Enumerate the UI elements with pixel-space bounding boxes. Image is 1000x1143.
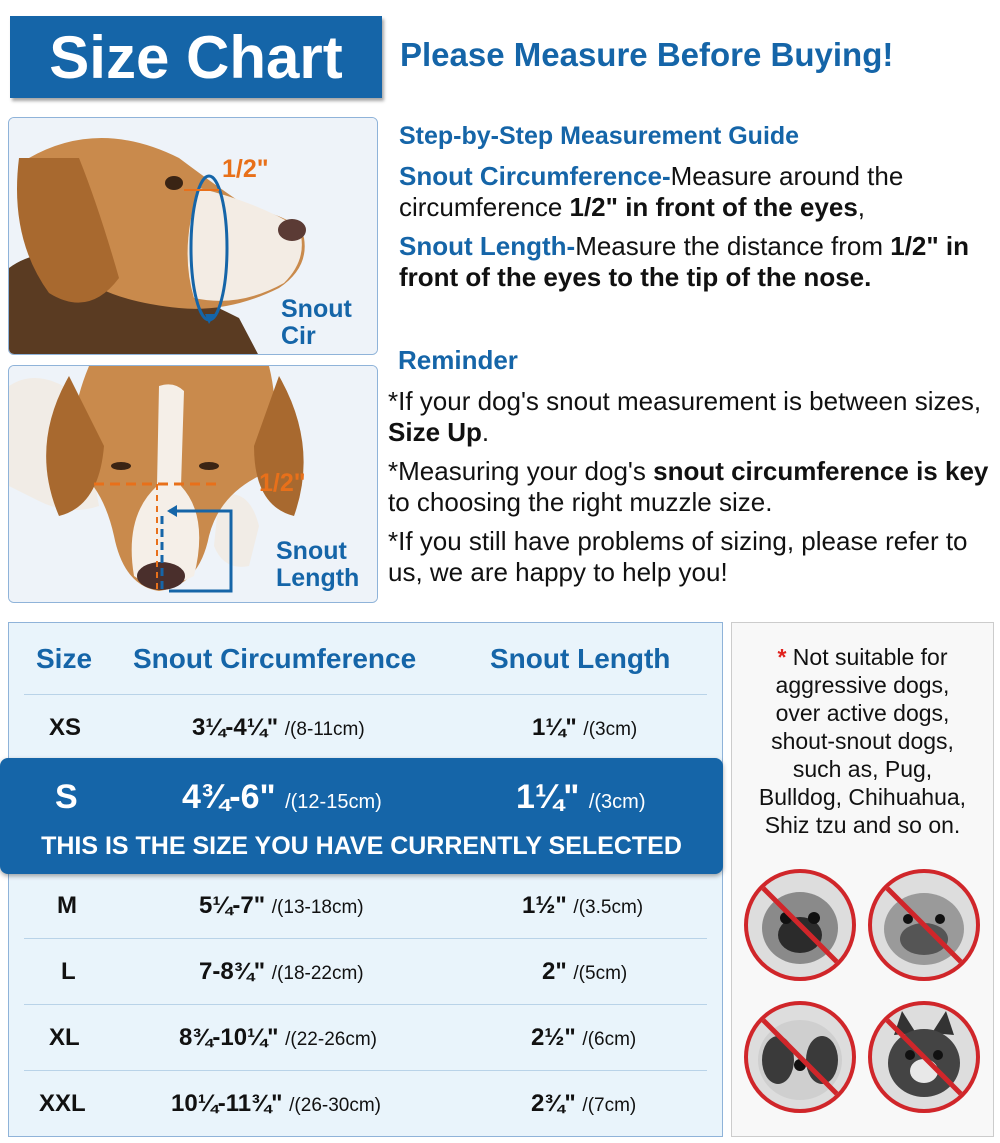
snout-circumference-photo bbox=[8, 117, 378, 355]
shih-tzu-prohibited-icon bbox=[744, 1001, 856, 1113]
reminder-size-up: *If your dog's snout measurement is between sizes, Size Up. bbox=[388, 386, 982, 447]
snout-cir-label-line1: Snout bbox=[281, 295, 352, 323]
table-row-xs[interactable]: XS 3¼-4¼" /(8-11cm) 1¼" /(3cm) bbox=[49, 714, 638, 741]
reminder-section bbox=[388, 345, 998, 596]
half-inch-label-front: 1/2" bbox=[259, 469, 306, 497]
length-column-header: Snout Length bbox=[490, 643, 671, 674]
snout-length-instruction: Snout Length-Measure the distance from 1/2" in front of the eyes to the tip of the nose. bbox=[399, 231, 970, 292]
unsuitable-dogs-panel bbox=[731, 622, 994, 1137]
size-chart-title-banner bbox=[10, 16, 382, 98]
header-row bbox=[9, 631, 722, 695]
half-inch-label: 1/2" bbox=[222, 155, 269, 183]
table-row-m[interactable]: M 5¼-7" /(13-18cm) 1½" /(3.5cm) bbox=[9, 873, 722, 939]
measure-headline: Please Measure Before Buying! bbox=[400, 36, 894, 73]
snout-length-label-line2: Length bbox=[276, 564, 360, 592]
reminder-circumference-key: *Measuring your dog's snout circumference is key to choosing the right muzzle size. bbox=[388, 456, 989, 517]
selected-size-note: THIS IS THE SIZE YOU HAVE CURRENTLY SELECTED bbox=[41, 832, 682, 860]
unsuitable-dogs-text: * Not suitable for aggressive dogs, over active dogs, shout-snout dogs, such as, Pug, Bulldog, Chihuahua, Shiz tzu and so on. bbox=[758, 644, 967, 838]
bulldog-prohibited-icon bbox=[868, 869, 980, 981]
table-row-s-selected[interactable]: S 4¾-6" /(12-15cm) 1¼" /(3cm) THIS IS THE SIZE YOU HAVE CURRENTLY SELECTED bbox=[0, 758, 723, 874]
table-row-l[interactable]: L 7-8¾" /(18-22cm) 2" /(5cm) bbox=[9, 939, 722, 1005]
size-column-header: Size bbox=[36, 643, 93, 674]
snout-cir-label-line2: Cir bbox=[281, 322, 316, 350]
guide-heading: Step-by-Step Measurement Guide bbox=[399, 122, 800, 150]
size-table bbox=[8, 622, 723, 1137]
snout-circumference-instruction: Snout Circumference-Measure around the circumference 1/2" in front of the eyes, bbox=[399, 161, 904, 222]
pug-prohibited-icon bbox=[744, 869, 856, 981]
french-bulldog-prohibited-icon bbox=[868, 1001, 980, 1113]
snout-length-photo bbox=[8, 365, 378, 603]
page-title: Size Chart bbox=[49, 23, 343, 91]
measurement-guide bbox=[399, 122, 994, 301]
table-row-xl[interactable]: XL 8¾-10¼" /(22-26cm) 2½" /(6cm) bbox=[9, 1005, 722, 1071]
circumference-column-header: Snout Circumference bbox=[133, 643, 417, 674]
reminder-heading: Reminder bbox=[398, 345, 518, 375]
selected-size: S bbox=[55, 778, 78, 816]
table-row-xxl[interactable]: XXL 10¼-11¾" /(26-30cm) 2¾" /(7cm) bbox=[39, 1090, 637, 1117]
snout-length-label-line1: Snout bbox=[276, 537, 347, 565]
reminder-contact-us: *If you still have problems of sizing, please refer to us, we are happy to help you! bbox=[388, 526, 968, 587]
